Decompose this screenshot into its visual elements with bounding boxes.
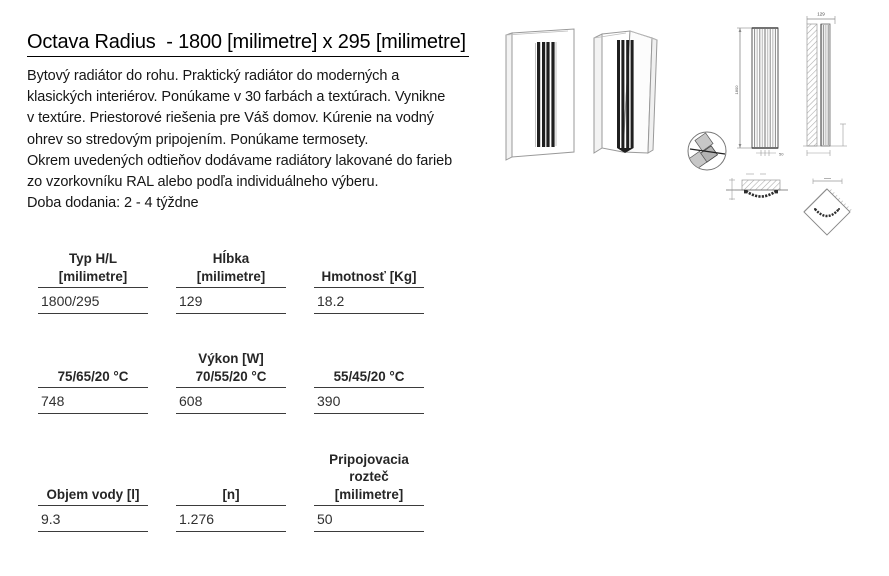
spec-cell-connection-pitch (314, 451, 424, 532)
spec-header-line: [milimetre] (196, 268, 266, 284)
height-dimension-label: 1800 (734, 85, 739, 95)
spec-header-line: Hĺbka (212, 251, 250, 267)
spec-value: 390 (314, 388, 424, 414)
corner-panel-isometric-drawing (590, 20, 680, 180)
spec-header-line: Výkon [W] (198, 351, 264, 367)
description-line: v textúre. Priestorové riešenia pre Váš domov. Kúrenie na vodný (27, 110, 434, 127)
description-line: klasických interiérov. Ponúkame v 30 farbách a textúrach. Vynikne (27, 89, 446, 106)
spec-header (176, 486, 286, 506)
spec-header-line: 55/45/20 °C (333, 368, 405, 384)
spec-value: 129 (176, 288, 286, 314)
depth-dimension-label: 129 (817, 11, 825, 17)
front-elevation-drawing (730, 12, 788, 160)
spec-cell-power-70 (176, 350, 286, 414)
spec-header-line: 75/65/20 °C (57, 368, 129, 384)
spec-header (314, 451, 424, 506)
spec-cell-water-volume (38, 486, 148, 532)
spec-header-line: Pripojovacia (329, 451, 409, 467)
spec-header (38, 486, 148, 506)
spec-table-row-power (38, 346, 424, 414)
spec-header (38, 250, 148, 288)
description-line: Okrem uvedených odtieňov dodávame radiátory lakované do farieb (27, 152, 453, 169)
spec-header (38, 368, 148, 388)
spec-cell-power-55 (314, 368, 424, 414)
spec-header-line: [n] (222, 486, 240, 502)
spec-header (314, 268, 424, 288)
pitch-dimension-label: 50 (779, 151, 784, 157)
spec-value: 748 (38, 388, 148, 414)
spec-value: 50 (314, 506, 424, 532)
description-line: Bytový radiátor do rohu. Praktický radiátor do moderných a (27, 68, 400, 84)
spec-value: 18.2 (314, 288, 424, 314)
spec-table-row-dimensions (38, 246, 424, 314)
spec-header-line: Objem vody [l] (46, 486, 140, 502)
spec-header (314, 368, 424, 388)
spec-cell-weight (314, 268, 424, 314)
spec-value: 9.3 (38, 506, 148, 532)
spec-value: 608 (176, 388, 286, 414)
rotated-corner-section-drawing (788, 176, 868, 242)
spec-cell-power-75 (38, 368, 148, 414)
spec-header-line: 70/55/20 °C (195, 368, 267, 384)
spec-table-row-volume (38, 446, 424, 532)
spec-cell-type (38, 250, 148, 314)
spec-header-line: [milimetre] (58, 268, 128, 284)
description-line: zo vzorkovníku RAL alebo podľa individuálneho výberu. (27, 174, 379, 191)
spec-header-line: [milimetre] (334, 486, 404, 502)
spec-header-line: rozteč (349, 469, 389, 485)
spec-value: 1800/295 (38, 288, 148, 314)
spec-value: 1.276 (176, 506, 286, 532)
spec-cell-exponent (176, 486, 286, 532)
spec-header-line: Hmotnosť [Kg] (321, 268, 417, 284)
description-line: Doba dodania: 2 - 4 týždne (27, 195, 199, 212)
product-description (27, 66, 452, 214)
spec-cell-depth (176, 250, 286, 314)
side-elevation-drawing (795, 6, 855, 164)
spec-header (176, 250, 286, 288)
spec-header-line: Typ H/L (68, 251, 118, 267)
flat-panel-isometric-drawing (502, 20, 594, 175)
spec-header (176, 350, 286, 388)
page-title: Octava Radius - 1800 [milimetre] x 295 [milimetre] (27, 30, 469, 57)
description-line: ohrev so stredovým pripojením. Ponúkame termosety. (27, 131, 369, 148)
